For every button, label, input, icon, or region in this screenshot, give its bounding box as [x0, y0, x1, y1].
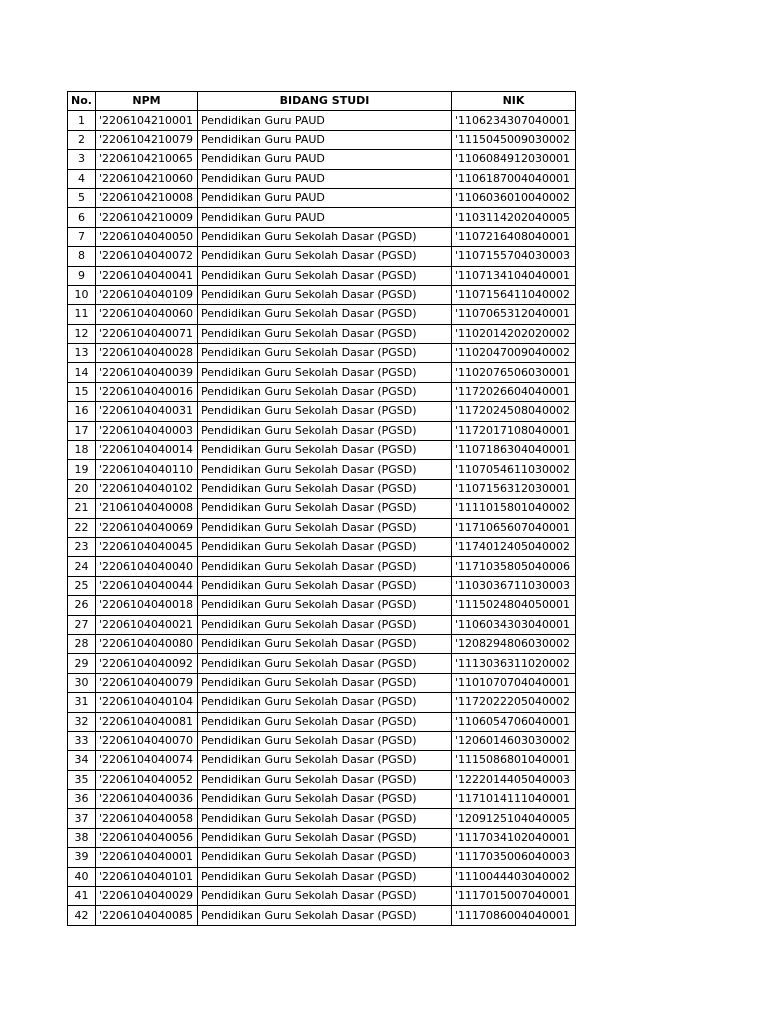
cell-npm: '2206104040056 — [96, 828, 198, 847]
cell-nik: '1110044403040002 — [452, 867, 576, 886]
cell-npm: '2206104040040 — [96, 557, 198, 576]
cell-bidang-studi: Pendidikan Guru Sekolah Dasar (PGSD) — [198, 479, 452, 498]
table-row — [68, 790, 576, 809]
cell-npm: '2206104210060 — [96, 169, 198, 188]
cell-no: 40 — [68, 867, 96, 886]
cell-nik: '1171065607040001 — [452, 518, 576, 537]
table-row — [68, 247, 576, 266]
table-header — [68, 92, 576, 111]
cell-no: 21 — [68, 499, 96, 518]
cell-no: 1 — [68, 111, 96, 130]
cell-no: 30 — [68, 673, 96, 692]
table-row — [68, 499, 576, 518]
cell-bidang-studi: Pendidikan Guru Sekolah Dasar (PGSD) — [198, 867, 452, 886]
table-row — [68, 537, 576, 556]
table-row — [68, 169, 576, 188]
cell-bidang-studi: Pendidikan Guru Sekolah Dasar (PGSD) — [198, 421, 452, 440]
cell-no: 13 — [68, 344, 96, 363]
cell-nik: '1102014202020002 — [452, 324, 576, 343]
cell-nik: '1174012405040002 — [452, 537, 576, 556]
cell-nik: '1107186304040001 — [452, 441, 576, 460]
cell-nik: '1172024508040002 — [452, 402, 576, 421]
cell-nik: '1106234307040001 — [452, 111, 576, 130]
cell-npm: '2206104040102 — [96, 479, 198, 498]
cell-bidang-studi: Pendidikan Guru Sekolah Dasar (PGSD) — [198, 557, 452, 576]
cell-npm: '2206104040045 — [96, 537, 198, 556]
table-row — [68, 188, 576, 207]
cell-npm: '2206104040003 — [96, 421, 198, 440]
cell-no: 39 — [68, 848, 96, 867]
cell-nik: '1171035805040006 — [452, 557, 576, 576]
cell-nik: '1171014111040001 — [452, 790, 576, 809]
cell-no: 20 — [68, 479, 96, 498]
cell-no: 8 — [68, 247, 96, 266]
table-row — [68, 693, 576, 712]
table-row — [68, 712, 576, 731]
cell-no: 19 — [68, 460, 96, 479]
cell-no: 31 — [68, 693, 96, 712]
table-row — [68, 344, 576, 363]
cell-nik: '1208294806030002 — [452, 634, 576, 653]
cell-bidang-studi: Pendidikan Guru Sekolah Dasar (PGSD) — [198, 809, 452, 828]
table-row — [68, 615, 576, 634]
header-npm: NPM — [96, 92, 198, 111]
cell-npm: '2206104040092 — [96, 654, 198, 673]
cell-nik: '1102047009040002 — [452, 344, 576, 363]
table-row — [68, 906, 576, 925]
cell-npm: '2206104040029 — [96, 887, 198, 906]
cell-npm: '2206104210065 — [96, 150, 198, 169]
cell-npm: '2206104040071 — [96, 324, 198, 343]
cell-bidang-studi: Pendidikan Guru Sekolah Dasar (PGSD) — [198, 712, 452, 731]
cell-bidang-studi: Pendidikan Guru Sekolah Dasar (PGSD) — [198, 596, 452, 615]
table-row — [68, 111, 576, 130]
cell-no: 28 — [68, 634, 96, 653]
cell-npm: '2206104040060 — [96, 305, 198, 324]
cell-no: 33 — [68, 731, 96, 750]
cell-nik: '1107054611030002 — [452, 460, 576, 479]
table-row — [68, 673, 576, 692]
cell-no: 2 — [68, 130, 96, 149]
cell-no: 14 — [68, 363, 96, 382]
cell-npm: '2206104040039 — [96, 363, 198, 382]
cell-nik: '1117034102040001 — [452, 828, 576, 847]
cell-nik: '1106034303040001 — [452, 615, 576, 634]
cell-bidang-studi: Pendidikan Guru Sekolah Dasar (PGSD) — [198, 731, 452, 750]
cell-no: 25 — [68, 576, 96, 595]
cell-nik: '1107134104040001 — [452, 266, 576, 285]
cell-nik: '1107156312030001 — [452, 479, 576, 498]
cell-nik: '1103036711030003 — [452, 576, 576, 595]
cell-no: 34 — [68, 751, 96, 770]
table-row — [68, 479, 576, 498]
cell-npm: '2206104040074 — [96, 751, 198, 770]
cell-no: 6 — [68, 208, 96, 227]
cell-npm: '2206104040085 — [96, 906, 198, 925]
cell-bidang-studi: Pendidikan Guru Sekolah Dasar (PGSD) — [198, 382, 452, 401]
table-row — [68, 324, 576, 343]
table-row — [68, 828, 576, 847]
cell-bidang-studi: Pendidikan Guru Sekolah Dasar (PGSD) — [198, 770, 452, 789]
cell-bidang-studi: Pendidikan Guru Sekolah Dasar (PGSD) — [198, 790, 452, 809]
cell-bidang-studi: Pendidikan Guru PAUD — [198, 208, 452, 227]
cell-nik: '1106187004040001 — [452, 169, 576, 188]
cell-npm: '2206104210079 — [96, 130, 198, 149]
cell-nik: '1117015007040001 — [452, 887, 576, 906]
cell-no: 27 — [68, 615, 96, 634]
cell-bidang-studi: Pendidikan Guru Sekolah Dasar (PGSD) — [198, 906, 452, 925]
cell-no: 35 — [68, 770, 96, 789]
cell-nik: '1113036311020002 — [452, 654, 576, 673]
cell-bidang-studi: Pendidikan Guru Sekolah Dasar (PGSD) — [198, 848, 452, 867]
cell-npm: '2206104040101 — [96, 867, 198, 886]
cell-bidang-studi: Pendidikan Guru Sekolah Dasar (PGSD) — [198, 499, 452, 518]
cell-npm: '2206104040028 — [96, 344, 198, 363]
table-row — [68, 848, 576, 867]
table-row — [68, 634, 576, 653]
cell-nik: '1106036010040002 — [452, 188, 576, 207]
cell-no: 42 — [68, 906, 96, 925]
cell-bidang-studi: Pendidikan Guru Sekolah Dasar (PGSD) — [198, 305, 452, 324]
cell-no: 29 — [68, 654, 96, 673]
cell-bidang-studi: Pendidikan Guru Sekolah Dasar (PGSD) — [198, 751, 452, 770]
cell-no: 24 — [68, 557, 96, 576]
cell-npm: '2206104040050 — [96, 227, 198, 246]
cell-bidang-studi: Pendidikan Guru Sekolah Dasar (PGSD) — [198, 615, 452, 634]
table-row — [68, 285, 576, 304]
cell-no: 15 — [68, 382, 96, 401]
cell-npm: '2206104040079 — [96, 673, 198, 692]
cell-no: 36 — [68, 790, 96, 809]
table-row — [68, 596, 576, 615]
cell-nik: '1209125104040005 — [452, 809, 576, 828]
cell-nik: '1107216408040001 — [452, 227, 576, 246]
cell-npm: '2206104040110 — [96, 460, 198, 479]
table-row — [68, 460, 576, 479]
cell-nik: '1172026604040001 — [452, 382, 576, 401]
cell-no: 9 — [68, 266, 96, 285]
cell-bidang-studi: Pendidikan Guru Sekolah Dasar (PGSD) — [198, 285, 452, 304]
cell-bidang-studi: Pendidikan Guru Sekolah Dasar (PGSD) — [198, 518, 452, 537]
cell-bidang-studi: Pendidikan Guru Sekolah Dasar (PGSD) — [198, 693, 452, 712]
cell-no: 16 — [68, 402, 96, 421]
cell-npm: '2206104040080 — [96, 634, 198, 653]
cell-bidang-studi: Pendidikan Guru Sekolah Dasar (PGSD) — [198, 576, 452, 595]
cell-bidang-studi: Pendidikan Guru Sekolah Dasar (PGSD) — [198, 887, 452, 906]
cell-npm: '2206104210008 — [96, 188, 198, 207]
cell-npm: '2206104040041 — [96, 266, 198, 285]
table-row — [68, 227, 576, 246]
cell-bidang-studi: Pendidikan Guru Sekolah Dasar (PGSD) — [198, 634, 452, 653]
cell-npm: '2206104040016 — [96, 382, 198, 401]
cell-nik: '1107065312040001 — [452, 305, 576, 324]
table-row — [68, 770, 576, 789]
cell-bidang-studi: Pendidikan Guru Sekolah Dasar (PGSD) — [198, 828, 452, 847]
cell-npm: '2206104040072 — [96, 247, 198, 266]
cell-no: 12 — [68, 324, 96, 343]
cell-nik: '1106054706040001 — [452, 712, 576, 731]
table-row — [68, 518, 576, 537]
cell-bidang-studi: Pendidikan Guru Sekolah Dasar (PGSD) — [198, 654, 452, 673]
cell-nik: '1172017108040001 — [452, 421, 576, 440]
cell-npm: '2206104040109 — [96, 285, 198, 304]
cell-npm: '2206104040070 — [96, 731, 198, 750]
cell-no: 38 — [68, 828, 96, 847]
header-bidang-studi: BIDANG STUDI — [198, 92, 452, 111]
cell-bidang-studi: Pendidikan Guru PAUD — [198, 188, 452, 207]
table-row — [68, 557, 576, 576]
header-row — [68, 92, 576, 111]
table-row — [68, 441, 576, 460]
cell-bidang-studi: Pendidikan Guru Sekolah Dasar (PGSD) — [198, 227, 452, 246]
cell-nik: '1101070704040001 — [452, 673, 576, 692]
cell-npm: '2206104040081 — [96, 712, 198, 731]
cell-no: 5 — [68, 188, 96, 207]
table-row — [68, 867, 576, 886]
cell-bidang-studi: Pendidikan Guru Sekolah Dasar (PGSD) — [198, 247, 452, 266]
header-no: No. — [68, 92, 96, 111]
cell-nik: '1117035006040003 — [452, 848, 576, 867]
cell-npm: '2206104040052 — [96, 770, 198, 789]
cell-npm: '2206104040014 — [96, 441, 198, 460]
cell-npm: '2206104040018 — [96, 596, 198, 615]
cell-no: 41 — [68, 887, 96, 906]
cell-no: 4 — [68, 169, 96, 188]
cell-npm: '2106104040008 — [96, 499, 198, 518]
table-row — [68, 731, 576, 750]
cell-npm: '2206104040021 — [96, 615, 198, 634]
cell-bidang-studi: Pendidikan Guru Sekolah Dasar (PGSD) — [198, 363, 452, 382]
cell-npm: '2206104040069 — [96, 518, 198, 537]
table-row — [68, 751, 576, 770]
cell-nik: '1102076506030001 — [452, 363, 576, 382]
table-body — [68, 111, 576, 925]
table-row — [68, 150, 576, 169]
table-row — [68, 266, 576, 285]
table-row — [68, 402, 576, 421]
cell-bidang-studi: Pendidikan Guru Sekolah Dasar (PGSD) — [198, 673, 452, 692]
cell-no: 26 — [68, 596, 96, 615]
cell-nik: '1103114202040005 — [452, 208, 576, 227]
table-row — [68, 305, 576, 324]
cell-no: 18 — [68, 441, 96, 460]
cell-no: 11 — [68, 305, 96, 324]
cell-bidang-studi: Pendidikan Guru PAUD — [198, 169, 452, 188]
cell-no: 17 — [68, 421, 96, 440]
student-table — [67, 91, 576, 926]
cell-no: 37 — [68, 809, 96, 828]
table-row — [68, 421, 576, 440]
cell-bidang-studi: Pendidikan Guru PAUD — [198, 111, 452, 130]
cell-nik: '1106084912030001 — [452, 150, 576, 169]
cell-nik: '1107155704030003 — [452, 247, 576, 266]
table-row — [68, 363, 576, 382]
table-row — [68, 887, 576, 906]
cell-npm: '2206104210009 — [96, 208, 198, 227]
cell-no: 3 — [68, 150, 96, 169]
cell-nik: '1115086801040001 — [452, 751, 576, 770]
table-row — [68, 576, 576, 595]
cell-bidang-studi: Pendidikan Guru Sekolah Dasar (PGSD) — [198, 537, 452, 556]
cell-npm: '2206104040036 — [96, 790, 198, 809]
cell-no: 32 — [68, 712, 96, 731]
cell-npm: '2206104040104 — [96, 693, 198, 712]
cell-npm: '2206104210001 — [96, 111, 198, 130]
cell-npm: '2206104040001 — [96, 848, 198, 867]
cell-no: 7 — [68, 227, 96, 246]
cell-bidang-studi: Pendidikan Guru Sekolah Dasar (PGSD) — [198, 344, 452, 363]
cell-nik: '1172022205040002 — [452, 693, 576, 712]
cell-npm: '2206104040058 — [96, 809, 198, 828]
cell-nik: '1107156411040002 — [452, 285, 576, 304]
cell-nik: '1206014603030002 — [452, 731, 576, 750]
cell-nik: '1115024804050001 — [452, 596, 576, 615]
cell-npm: '2206104040044 — [96, 576, 198, 595]
table-row — [68, 809, 576, 828]
table-row — [68, 654, 576, 673]
cell-nik: '1117086004040001 — [452, 906, 576, 925]
cell-nik: '1222014405040003 — [452, 770, 576, 789]
header-nik: NIK — [452, 92, 576, 111]
cell-bidang-studi: Pendidikan Guru Sekolah Dasar (PGSD) — [198, 266, 452, 285]
cell-npm: '2206104040031 — [96, 402, 198, 421]
cell-no: 10 — [68, 285, 96, 304]
cell-nik: '1115045009030002 — [452, 130, 576, 149]
cell-bidang-studi: Pendidikan Guru PAUD — [198, 130, 452, 149]
table-row — [68, 382, 576, 401]
table-row — [68, 130, 576, 149]
cell-bidang-studi: Pendidikan Guru Sekolah Dasar (PGSD) — [198, 402, 452, 421]
spreadsheet-page — [67, 91, 576, 926]
cell-nik: '1111015801040002 — [452, 499, 576, 518]
cell-bidang-studi: Pendidikan Guru Sekolah Dasar (PGSD) — [198, 460, 452, 479]
cell-no: 23 — [68, 537, 96, 556]
cell-bidang-studi: Pendidikan Guru PAUD — [198, 150, 452, 169]
cell-bidang-studi: Pendidikan Guru Sekolah Dasar (PGSD) — [198, 441, 452, 460]
cell-no: 22 — [68, 518, 96, 537]
cell-bidang-studi: Pendidikan Guru Sekolah Dasar (PGSD) — [198, 324, 452, 343]
table-row — [68, 208, 576, 227]
